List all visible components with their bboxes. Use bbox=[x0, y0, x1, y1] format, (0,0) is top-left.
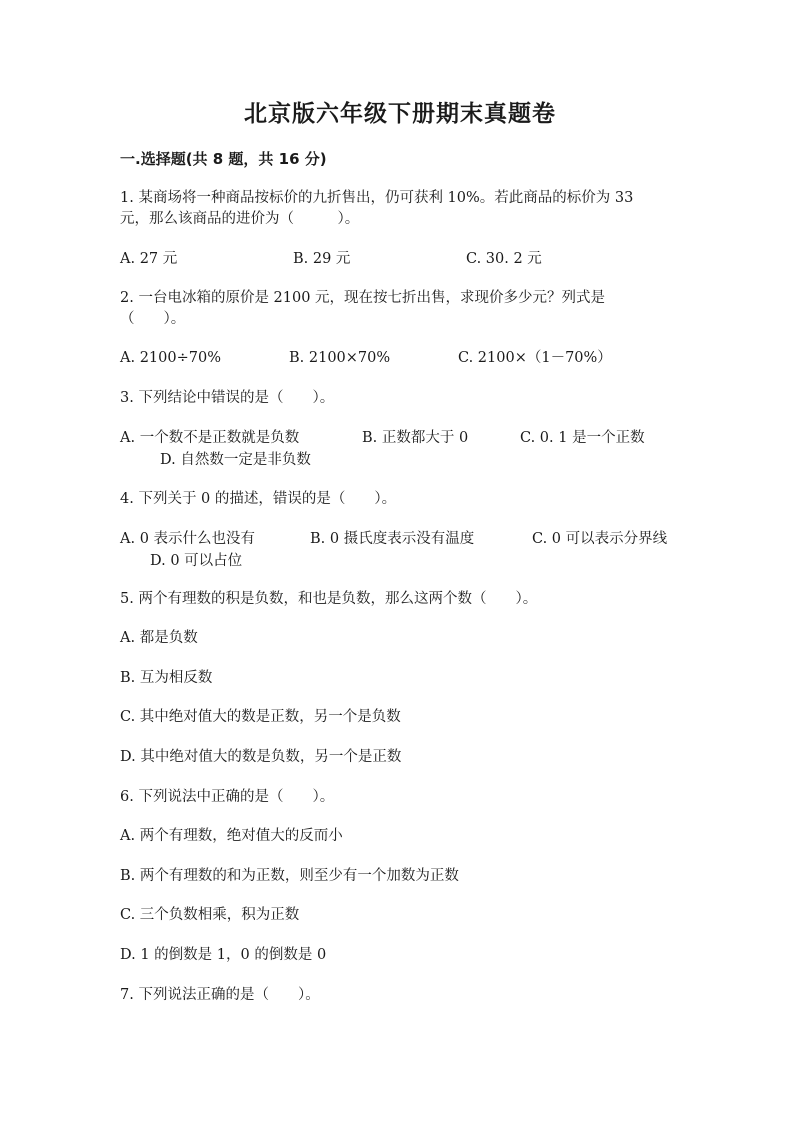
question-3-option-d: D. 自然数一定是非负数 bbox=[160, 452, 311, 468]
question-3-option-b: B. 正数都大于 0 bbox=[362, 430, 469, 446]
question-5-line-1: 5. 两个有理数的积是负数，和也是负数，那么这两个数（ ）。 bbox=[120, 591, 538, 607]
question-5-option-c: C. 其中绝对值大的数是正数，另一个是负数 bbox=[120, 709, 401, 725]
question-6-option-d: D. 1 的倒数是 1，0 的倒数是 0 bbox=[120, 947, 327, 963]
question-4-option-d: D. 0 可以占位 bbox=[150, 553, 243, 569]
question-3-option-a: A. 一个数不是正数就是负数 bbox=[120, 430, 300, 446]
question-2-option-c: C. 2100×（1－70%） bbox=[458, 350, 612, 366]
question-2-line-2: （ ）。 bbox=[120, 311, 186, 327]
question-7-line-1: 7. 下列说法正确的是（ ）。 bbox=[120, 987, 320, 1003]
question-3-line-1: 3. 下列结论中错误的是（ ）。 bbox=[120, 390, 335, 406]
section-heading: 一.选择题(共 8 题，共 16 分) bbox=[120, 150, 327, 168]
question-6-option-c: C. 三个负数相乘，积为正数 bbox=[120, 907, 300, 923]
question-5-option-d: D. 其中绝对值大的数是负数，另一个是正数 bbox=[120, 749, 402, 765]
question-4-line-1: 4. 下列关于 0 的描述，错误的是（ ）。 bbox=[120, 491, 397, 507]
question-3-option-c: C. 0. 1 是一个正数 bbox=[520, 430, 645, 446]
question-6-line-1: 6. 下列说法中正确的是（ ）。 bbox=[120, 789, 335, 805]
question-6-option-b: B. 两个有理数的和为正数，则至少有一个加数为正数 bbox=[120, 868, 459, 884]
question-4-option-b: B. 0 摄氏度表示没有温度 bbox=[310, 531, 475, 547]
page-title: 北京版六年级下册期末真题卷 bbox=[244, 101, 556, 127]
question-1-option-c: C. 30. 2 元 bbox=[466, 251, 542, 267]
question-2-option-a: A. 2100÷70% bbox=[120, 350, 221, 366]
question-1-option-b: B. 29 元 bbox=[293, 251, 351, 267]
question-4-option-a: A. 0 表示什么也没有 bbox=[120, 531, 256, 547]
question-4-option-c: C. 0 可以表示分界线 bbox=[532, 531, 668, 547]
question-1-line-2: 元，那么该商品的进价为（ ）。 bbox=[120, 211, 360, 227]
question-5-option-a: A. 都是负数 bbox=[120, 630, 198, 646]
question-5-option-b: B. 互为相反数 bbox=[120, 670, 213, 686]
question-2-option-b: B. 2100×70% bbox=[289, 350, 391, 366]
question-1-option-a: A. 27 元 bbox=[120, 251, 178, 267]
question-2-line-1: 2. 一台电冰箱的原价是 2100 元，现在按七折出售，求现价多少元？列式是 bbox=[120, 290, 606, 306]
question-1-line-1: 1. 某商场将一种商品按标价的九折售出，仍可获利 10%。若此商品的标价为 33 bbox=[120, 190, 634, 206]
question-6-option-a: A. 两个有理数，绝对值大的反而小 bbox=[120, 828, 343, 844]
